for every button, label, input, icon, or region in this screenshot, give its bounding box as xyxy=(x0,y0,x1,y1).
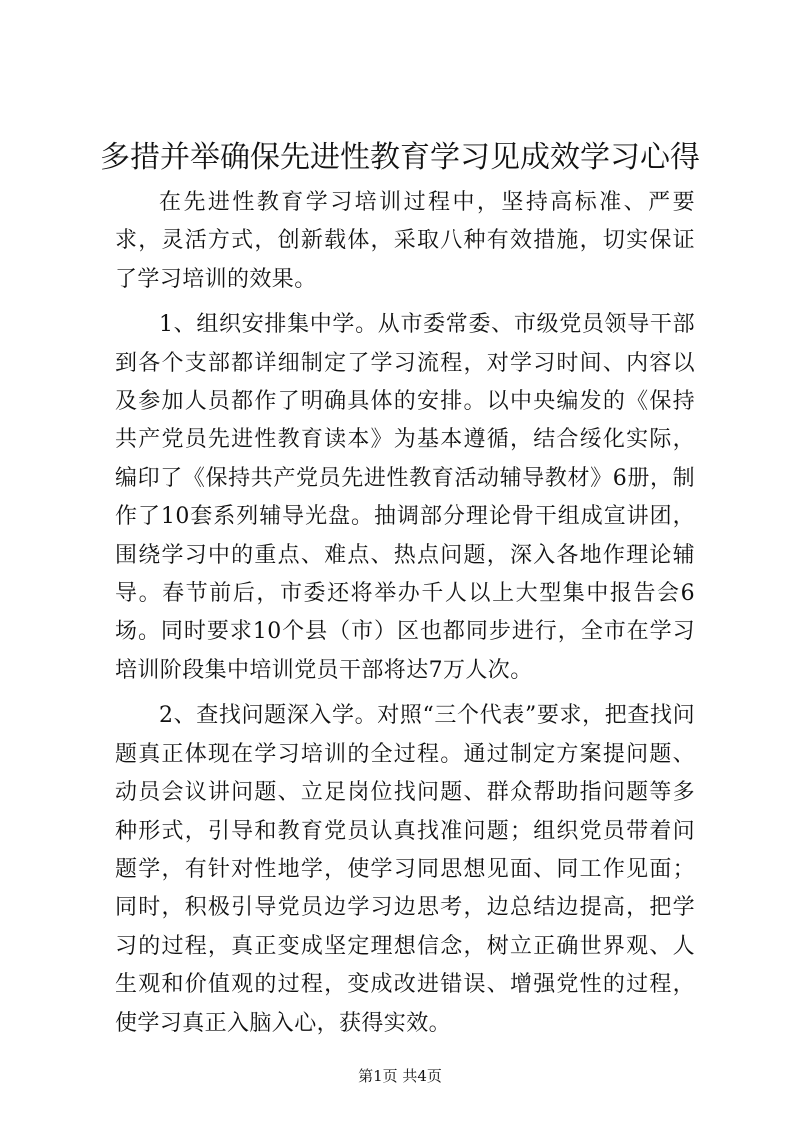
page-footer: 第1页 共4页 xyxy=(358,1067,442,1085)
document-body xyxy=(115,184,695,1050)
paragraph-section-2: 2、查找问题深入学。对照“三个代表”要求，把查找问题真正体现在学习培训的全过程。通过制定方案提问题、动员会议讲问题、立足岗位找问题、群众帮助指问题等多种形式，引导和教育党员认真找准问题；组织党员带着问题学，有针对性地学，使学习同思想见面、同工作见面；同时，积极引导党员边学习边思考，边总结边提高，把学习的过程，真正变成坚定理想信念，树立正确世界观、人生观和价值观的过程，变成改进错误、增强党性的过程，使学习真正入脑入心，获得实效。 xyxy=(115,703,695,1036)
document-title: 多措并举确保先进性教育学习见成效学习心得 xyxy=(100,140,700,175)
paragraph-intro: 在先进性教育学习培训过程中，坚持高标准、严要求，灵活方式，创新载体，采取八种有效措施，切实保证了学习培训的效果。 xyxy=(115,190,695,292)
paragraph-section-1: 1、组织安排集中学。从市委常委、市级党员领导干部到各个支部都详细制定了学习流程，对学习时间、内容以及参加人员都作了明确具体的安排。以中央编发的《保持共产党员先进性教育读本》为基本遵循，结合绥化实际，编印了《保持共产党员先进性教育活动辅导教材》6册，制作了10套系列辅导光盘。抽调部分理论骨干组成宣讲团，围绕学习中的重点、难点、热点问题，深入各地作理论辅导。春节前后，市委还将举办千人以上大型集中报告会6场。同时要求10个县（市）区也都同步进行，全市在学习培训阶段集中培训党员干部将达7万人次。 xyxy=(115,312,695,683)
